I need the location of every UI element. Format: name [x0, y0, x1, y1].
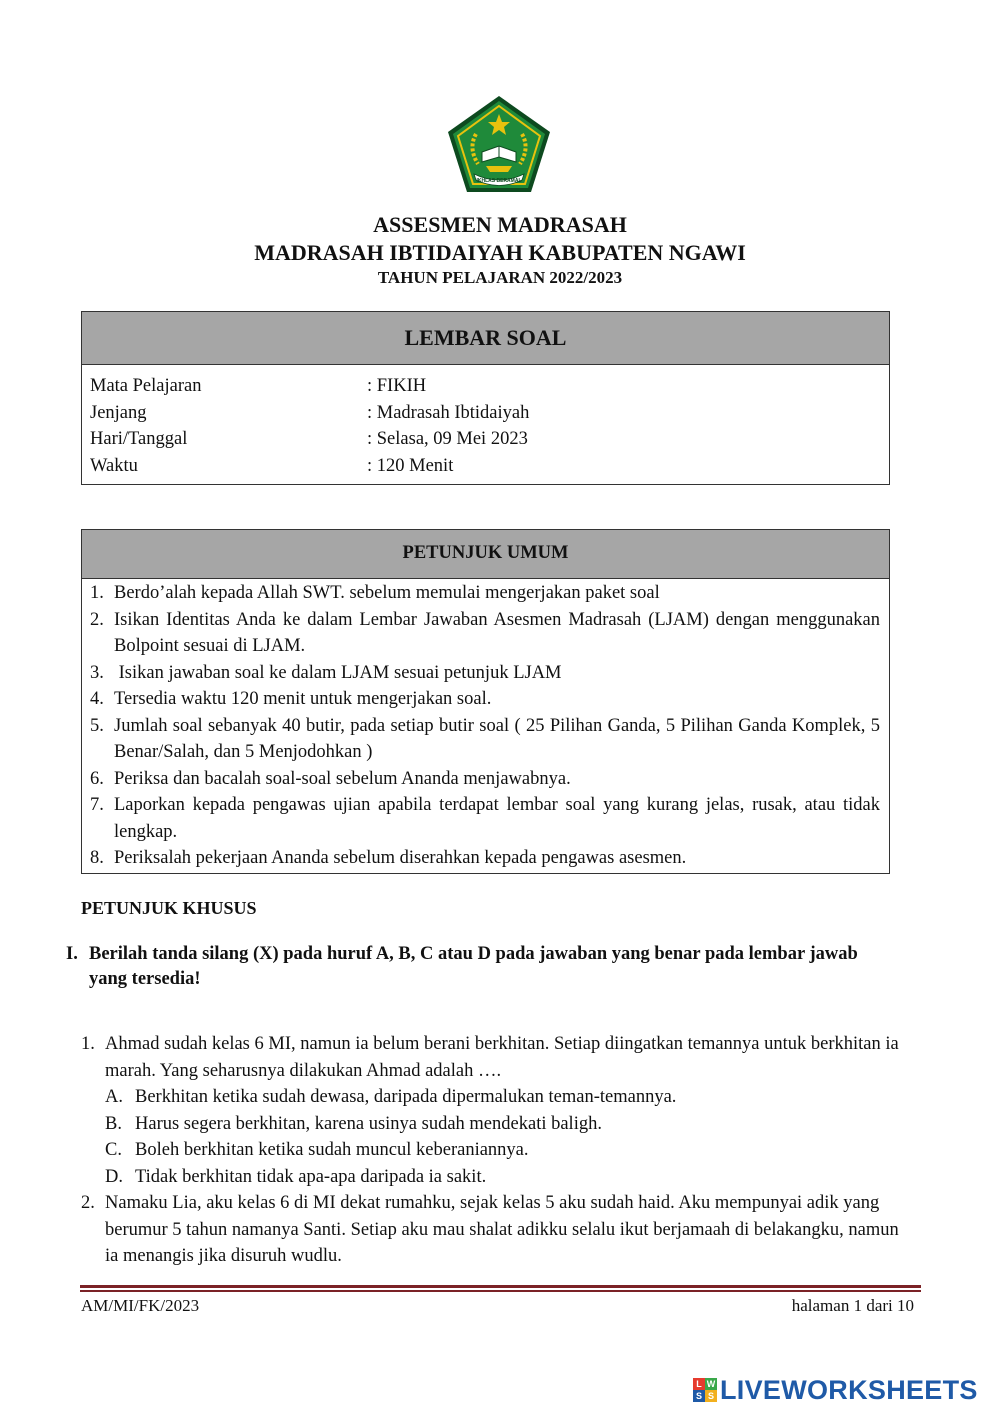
logo-letter: S [705, 1390, 717, 1402]
logo-ribbon-text: IKHLAS BERAMAL [476, 178, 522, 184]
section-instruction [66, 942, 886, 992]
list-item-text: Jumlah soal sebanyak 40 butir, pada setiap butir soal ( 25 Pilihan Ganda, 5 Pilihan Ganda Komplek, 5 Benar/Salah, dan 5 Menjodohkan ) [114, 715, 880, 762]
lembar-soal-title: LEMBAR SOAL [82, 312, 889, 365]
info-label: Mata Pelajaran [90, 376, 202, 396]
option-letter: C. [105, 1140, 122, 1160]
question-number: 2. [81, 1193, 95, 1213]
info-value: : FIKIH [367, 376, 427, 396]
petunjuk-khusus-title: PETUNJUK KHUSUS [81, 898, 257, 918]
section-instruction-text: Berilah tanda silang (X) pada huruf A, B, C atau D pada jawaban yang benar pada lembar jawab yang tersedia! [89, 944, 858, 989]
answer-option-c[interactable] [105, 1137, 911, 1164]
logo-letter: W [706, 1379, 716, 1389]
option-text: Tidak berkhitan tidak apa-apa daripada ia sakit. [135, 1166, 487, 1187]
liveworksheets-watermark[interactable] [693, 1376, 978, 1404]
info-value: : Selasa, 09 Mei 2023 [367, 429, 528, 449]
list-item-text: Laporkan kepada pengawas ujian apabila terdapat lembar soal yang kurang jelas, rusak, atau tidak lengkap. [114, 795, 880, 842]
footer-rule-thin [80, 1290, 921, 1292]
section-number: I. [66, 944, 78, 964]
list-item-number: 8. [90, 848, 104, 868]
question-list [81, 1031, 911, 1270]
watermark-text: LIVEWORKSHEETS [720, 1374, 978, 1405]
header-school: MADRASAH IBTIDAIYAH KABUPATEN NGAWI [254, 240, 746, 265]
petunjuk-umum-title: PETUNJUK UMUM [82, 530, 889, 579]
petunjuk-umum-box [81, 529, 890, 874]
header-title: ASSESMEN MADRASAH [373, 212, 627, 237]
list-item [90, 713, 880, 766]
list-item-number: 5. [90, 715, 104, 736]
list-item [90, 660, 880, 687]
page-number: halaman 1 dari 10 [791, 1296, 914, 1315]
question-2 [81, 1190, 911, 1270]
list-item-text: Isikan jawaban soal ke dalam LJAM sesuai petunjuk LJAM [114, 662, 562, 683]
list-item-number: 3. [90, 662, 104, 683]
list-item-number: 7. [90, 795, 104, 815]
info-row [82, 426, 889, 453]
option-text: Berkhitan ketika sudah dewasa, daripada dipermalukan teman-temannya. [135, 1087, 677, 1107]
list-item-number: 1. [90, 583, 104, 603]
list-item [90, 607, 880, 660]
petunjuk-umum-list [82, 579, 889, 872]
list-item-text: Berdo’alah kepada Allah SWT. sebelum memulai mengerjakan paket soal [114, 583, 660, 603]
header-year: TAHUN PELAJARAN 2022/2023 [377, 268, 623, 287]
info-label: Waktu [90, 455, 138, 476]
liveworksheets-logo-icon [693, 1378, 717, 1402]
info-value: : 120 Menit [367, 455, 454, 476]
list-item-text: Isikan Identitas Anda ke dalam Lembar Jawaban Asesmen Madrasah (LJAM) dengan menggunakan Bolpoint sesuai di LJAM. [114, 609, 880, 656]
list-item-number: 2. [90, 609, 104, 630]
footer-rule [80, 1285, 921, 1288]
answer-option-d[interactable] [105, 1164, 911, 1191]
option-text: Boleh berkhitan ketika sudah muncul keberaniannya. [135, 1140, 529, 1160]
list-item [90, 845, 880, 872]
question-number: 1. [81, 1034, 95, 1054]
list-item-text: Periksalah pekerjaan Ananda sebelum diserahkan kepada pengawas asesmen. [114, 848, 687, 868]
list-item-text: Tersedia waktu 120 menit untuk mengerjakan soal. [114, 689, 492, 709]
info-row [82, 453, 889, 480]
kemenag-emblem-icon [446, 94, 552, 194]
option-letter: D. [105, 1166, 123, 1187]
logo-letter: L [693, 1378, 705, 1390]
footer-code: AM/MI/FK/2023 [81, 1296, 200, 1315]
info-label: Hari/Tanggal [90, 429, 188, 449]
list-item-text: Periksa dan bacalah soal-soal sebelum Ananda menjawabnya. [114, 768, 571, 789]
option-text: Harus segera berkhitan, karena usinya sudah mendekati baligh. [135, 1113, 602, 1134]
info-value: : Madrasah Ibtidaiyah [367, 402, 530, 423]
info-label: Jenjang [90, 402, 147, 423]
list-item-number: 6. [90, 768, 104, 789]
list-item [90, 686, 880, 713]
info-row [82, 373, 889, 400]
list-item-number: 4. [90, 689, 104, 709]
list-item [90, 766, 880, 793]
answer-option-a[interactable] [105, 1084, 911, 1111]
question-text: Ahmad sudah kelas 6 MI, namun ia belum berani berkhitan. Setiap diingatkan temannya untuk berkhitan ia marah. Yang seharusnya dilakukan Ahmad adalah …. [105, 1034, 899, 1081]
logo-letter: S [693, 1390, 705, 1402]
question-text: Namaku Lia, aku kelas 6 di MI dekat rumahku, sejak kelas 5 aku sudah haid. Aku mempunyai adik yang berumur 5 tahun namanya Santi. Setiap aku mau shalat adikku selalu ikut berjamaah di belakangku, namun ia menangis jika disuruh wudlu. [105, 1193, 899, 1266]
option-letter: B. [105, 1113, 122, 1134]
option-letter: A. [105, 1087, 123, 1107]
list-item [90, 792, 880, 845]
question-1 [81, 1031, 911, 1190]
info-row [82, 400, 889, 427]
answer-option-b[interactable] [105, 1111, 911, 1138]
lembar-soal-box [81, 311, 890, 485]
list-item [90, 580, 880, 607]
